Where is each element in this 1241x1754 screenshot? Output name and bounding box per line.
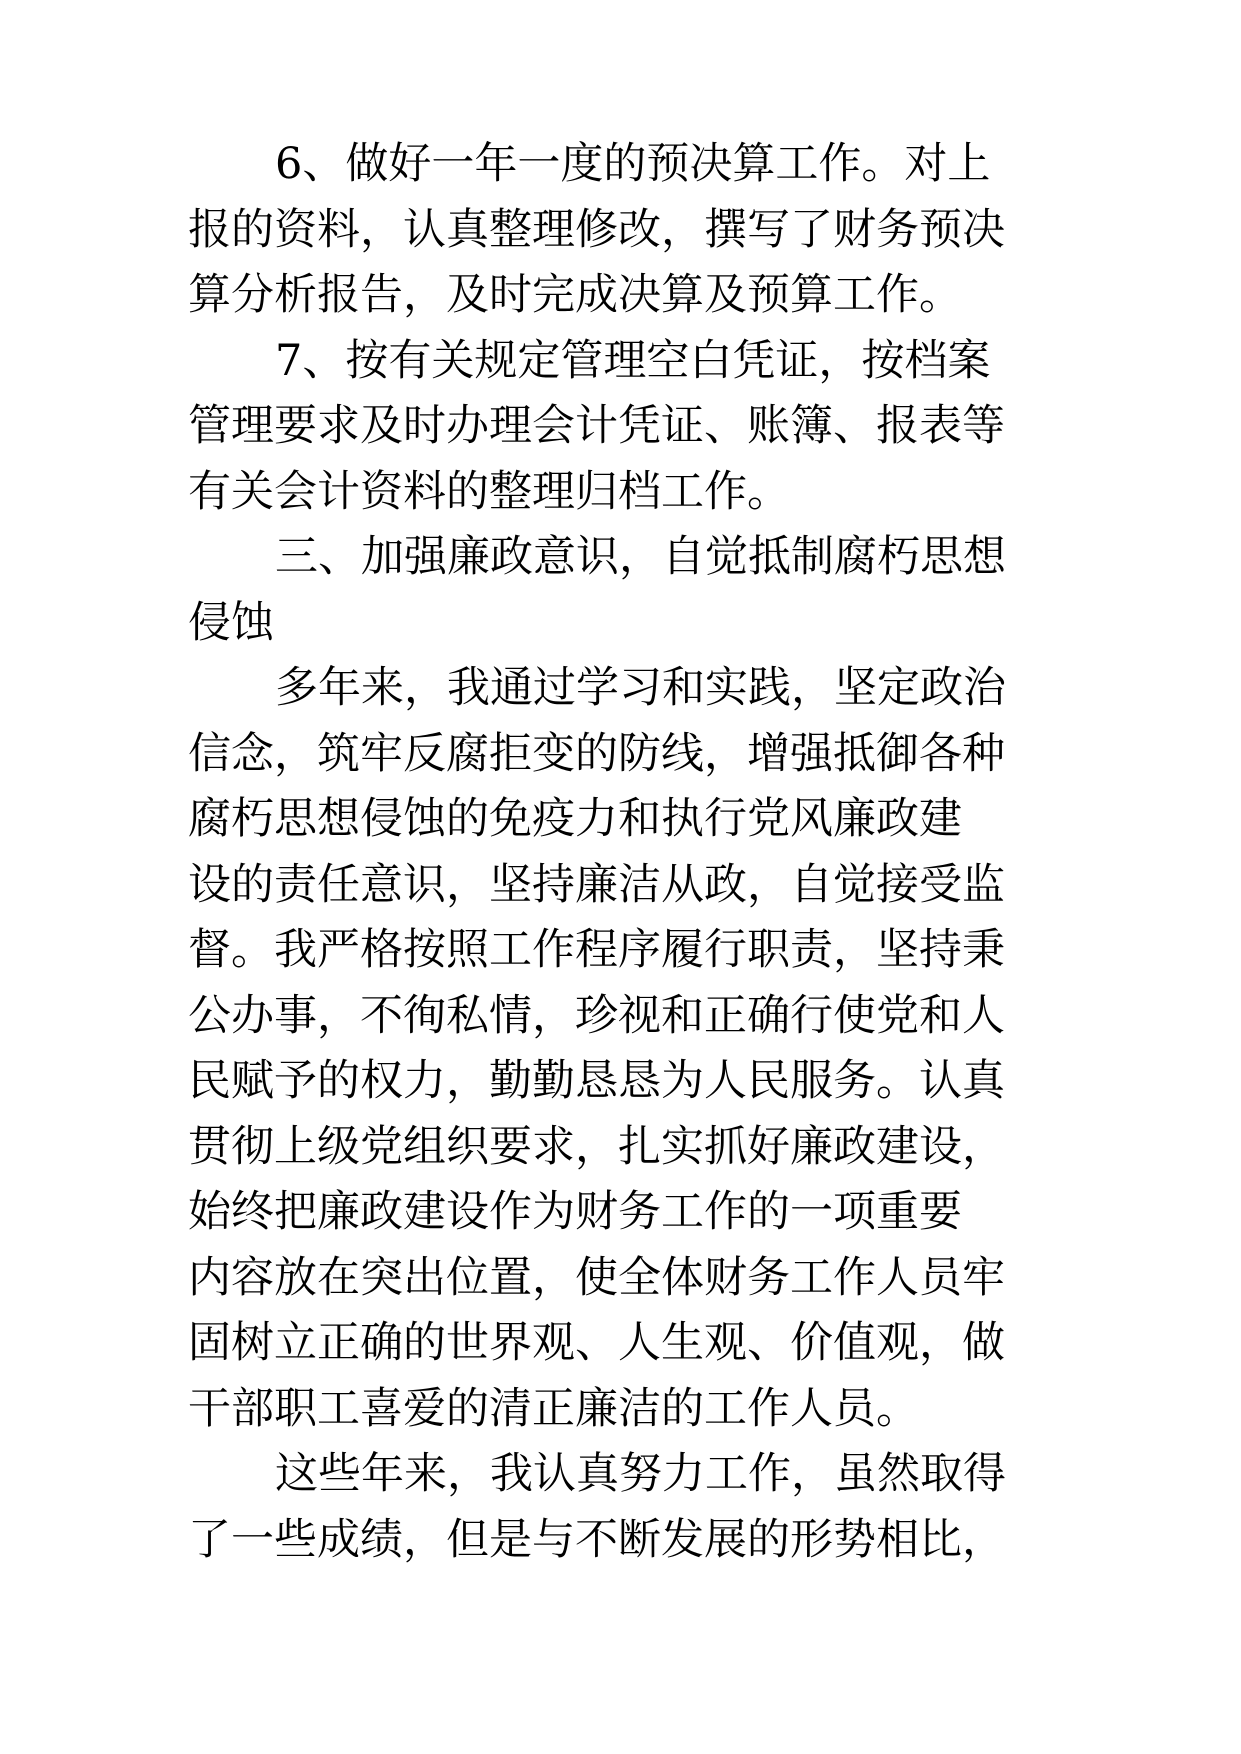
text-line: 6、做好一年一度的预决算工作。对上 bbox=[275, 139, 991, 189]
text-line: 算分析报告，及时完成决算及预算工作。 bbox=[188, 270, 962, 320]
text-line: 7、按有关规定管理空白凭证，按档案 bbox=[275, 335, 991, 386]
text-line: 有关会计资料的整理归档工作。 bbox=[188, 466, 790, 517]
text-line: 固树立正确的世界观、人生观、价值观，做 bbox=[188, 1318, 1005, 1368]
text-line: 公办事，不徇私情，珍视和正确行使党和人 bbox=[188, 990, 1005, 1041]
text-line: 督。我严格按照工作程序履行职责，坚持秉 bbox=[188, 925, 1005, 975]
section-heading-line: 侵蚀 bbox=[188, 597, 274, 648]
text-line: 贯彻上级党组织要求，扎实抓好廉政建设， bbox=[188, 1121, 1005, 1172]
text-line: 信念，筑牢反腐拒变的防线，增强抵御各种 bbox=[188, 728, 1005, 779]
text-line: 腐朽思想侵蚀的免疫力和执行党风廉政建 bbox=[188, 794, 962, 844]
text-line: 多年来，我通过学习和实践，坚定政治 bbox=[275, 663, 1006, 713]
text-line: 干部职工喜爱的清正廉洁的工作人员。 bbox=[188, 1383, 919, 1434]
document-page bbox=[188, 132, 1068, 1573]
text-line: 内容放在突出位置，使全体财务工作人员牢 bbox=[188, 1252, 1005, 1303]
text-line: 报的资料，认真整理修改，撰写了财务预决 bbox=[188, 204, 1005, 255]
text-line: 始终把廉政建设作为财务工作的一项重要 bbox=[188, 1187, 962, 1237]
text-line: 管理要求及时办理会计凭证、账簿、报表等 bbox=[188, 401, 1005, 451]
text-line: 这些年来，我认真努力工作，虽然取得 bbox=[275, 1449, 1006, 1499]
text-line: 民赋予的权力，勤勤恳恳为人民服务。认真 bbox=[188, 1056, 1005, 1106]
section-heading-line: 三、加强廉政意识，自觉抵制腐朽思想 bbox=[275, 532, 1006, 582]
text-line: 设的责任意识，坚持廉洁从政，自觉接受监 bbox=[188, 859, 1005, 910]
text-line: 了一些成绩，但是与不断发展的形势相比， bbox=[188, 1514, 1005, 1565]
